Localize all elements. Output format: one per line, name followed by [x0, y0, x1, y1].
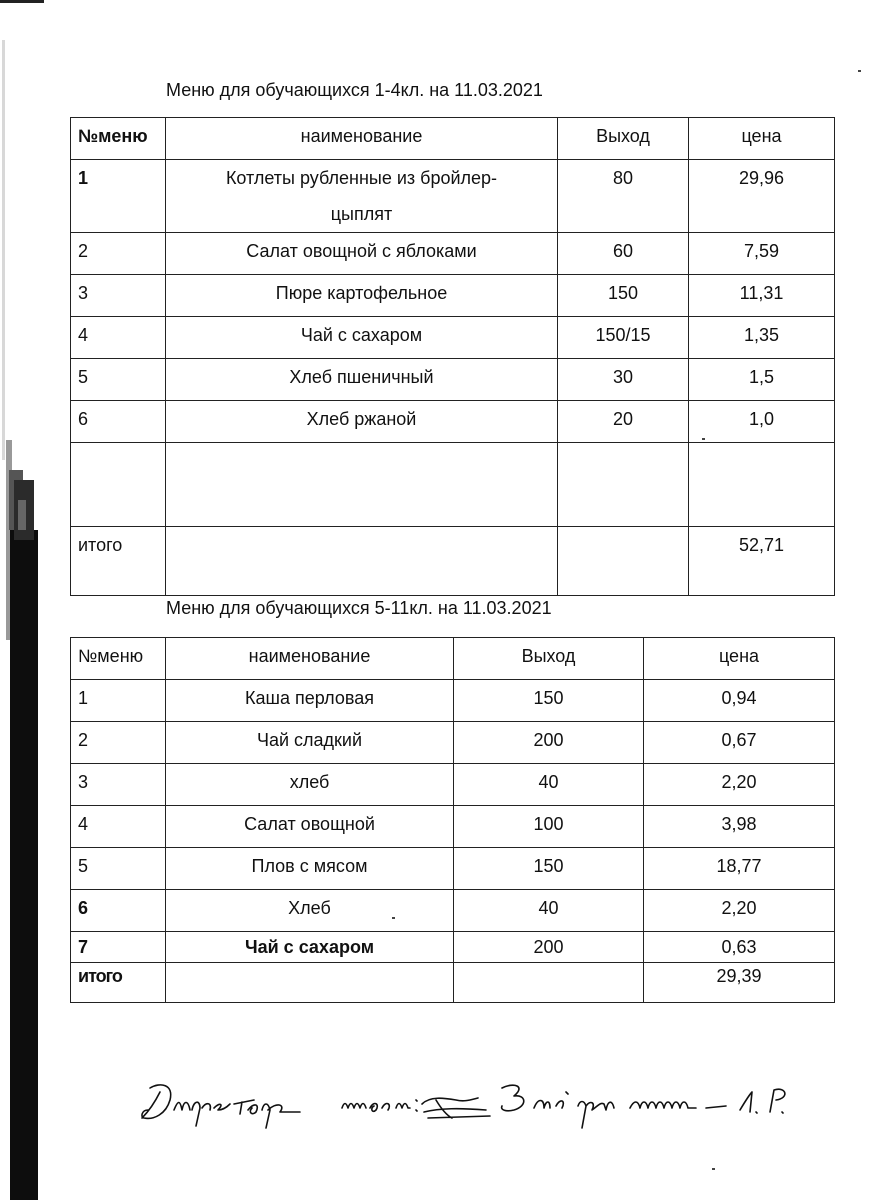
row-number: 6: [71, 401, 166, 443]
row-name: Каша перловая: [166, 680, 454, 722]
row-name: Плов с мясом: [166, 848, 454, 890]
row-price: 1,35: [689, 317, 835, 359]
row-name: Чай сладкий: [166, 722, 454, 764]
row-price: 11,31: [689, 275, 835, 317]
table-row: [71, 401, 835, 443]
table-row: [71, 764, 835, 806]
total-label: итого: [71, 963, 166, 1003]
row-price: 0,94: [644, 680, 835, 722]
row-output: 60: [558, 233, 689, 275]
row-output: 100: [454, 806, 644, 848]
row-name: [166, 160, 558, 233]
table-row: [71, 275, 835, 317]
row-price: 0,63: [644, 932, 835, 963]
row-name: Салат овощной с яблоками: [166, 233, 558, 275]
row-number: 5: [71, 359, 166, 401]
empty-cell: [558, 443, 689, 527]
table-row: [71, 233, 835, 275]
row-number: 3: [71, 275, 166, 317]
menu1-table: [70, 117, 835, 596]
table-total-row: [71, 527, 835, 596]
row-price: 3,98: [644, 806, 835, 848]
empty-cell: [166, 527, 558, 596]
total-label: итого: [71, 527, 166, 596]
table-row: [71, 932, 835, 963]
row-number: 7: [71, 932, 166, 963]
menu1-title: Меню для обучающихся 1-4кл. на 11.03.2021: [166, 80, 543, 100]
menu2-title: Меню для обучающихся 5-11кл. на 11.03.2021: [166, 598, 552, 618]
row-price: 29,96: [689, 160, 835, 233]
scan-speck: [858, 70, 861, 72]
row-output: 40: [454, 890, 644, 932]
row-name: Чай с сахаром: [166, 932, 454, 963]
table-header-row: [71, 118, 835, 160]
row-name: Салат овощной: [166, 806, 454, 848]
row-price: 0,67: [644, 722, 835, 764]
scan-speck: [712, 1168, 715, 1170]
header-menu-number: №меню: [71, 638, 166, 680]
table-row: [71, 806, 835, 848]
row-name: Хлеб: [166, 890, 454, 932]
table-row: [71, 680, 835, 722]
row-number: 6: [71, 890, 166, 932]
total-price: 52,71: [689, 527, 835, 596]
header-price: цена: [689, 118, 835, 160]
row-price: 1,5: [689, 359, 835, 401]
empty-cell: [689, 443, 835, 527]
row-number: 4: [71, 317, 166, 359]
row-number: 5: [71, 848, 166, 890]
row-output: 80: [558, 160, 689, 233]
table-row: [71, 317, 835, 359]
menu2-table: [70, 637, 835, 1003]
header-name: наименование: [166, 638, 454, 680]
row-number: 2: [71, 233, 166, 275]
row-output: 200: [454, 932, 644, 963]
row-number: 2: [71, 722, 166, 764]
row-output: 150: [558, 275, 689, 317]
row-name-line: Котлеты рубленные из бройлер-: [225, 168, 498, 188]
row-price: 1,0: [689, 401, 835, 443]
row-name: хлеб: [166, 764, 454, 806]
empty-cell: [454, 963, 644, 1003]
director-signature: [130, 1070, 870, 1150]
row-name: Хлеб ржаной: [166, 401, 558, 443]
row-price: 18,77: [644, 848, 835, 890]
row-name: Чай с сахаром: [166, 317, 558, 359]
header-menu-number: №меню: [71, 118, 166, 160]
row-output: 20: [558, 401, 689, 443]
header-output: Выход: [454, 638, 644, 680]
table-total-row: [71, 963, 835, 1003]
empty-cell: [71, 443, 166, 527]
scan-edge-shadow: [0, 0, 40, 1200]
row-output: 150: [454, 680, 644, 722]
table-row: [71, 160, 835, 233]
row-number: 1: [71, 680, 166, 722]
row-price: 2,20: [644, 890, 835, 932]
empty-cell: [166, 963, 454, 1003]
table-header-row: [71, 638, 835, 680]
row-price: 7,59: [689, 233, 835, 275]
table-row-empty: [71, 443, 835, 527]
row-output: 150/15: [558, 317, 689, 359]
row-name: Пюре картофельное: [166, 275, 558, 317]
empty-cell: [558, 527, 689, 596]
table-row: [71, 848, 835, 890]
row-price: 2,20: [644, 764, 835, 806]
row-name-line: цыплят: [330, 204, 393, 224]
header-output: Выход: [558, 118, 689, 160]
header-price: цена: [644, 638, 835, 680]
row-number: 4: [71, 806, 166, 848]
row-number: 3: [71, 764, 166, 806]
row-output: 30: [558, 359, 689, 401]
row-number: 1: [71, 160, 166, 233]
row-output: 200: [454, 722, 644, 764]
row-output: 40: [454, 764, 644, 806]
table-row: [71, 890, 835, 932]
table-row: [71, 722, 835, 764]
table-row: [71, 359, 835, 401]
header-name: наименование: [166, 118, 558, 160]
row-name: Хлеб пшеничный: [166, 359, 558, 401]
row-output: 150: [454, 848, 644, 890]
empty-cell: [166, 443, 558, 527]
total-price: 29,39: [644, 963, 835, 1003]
